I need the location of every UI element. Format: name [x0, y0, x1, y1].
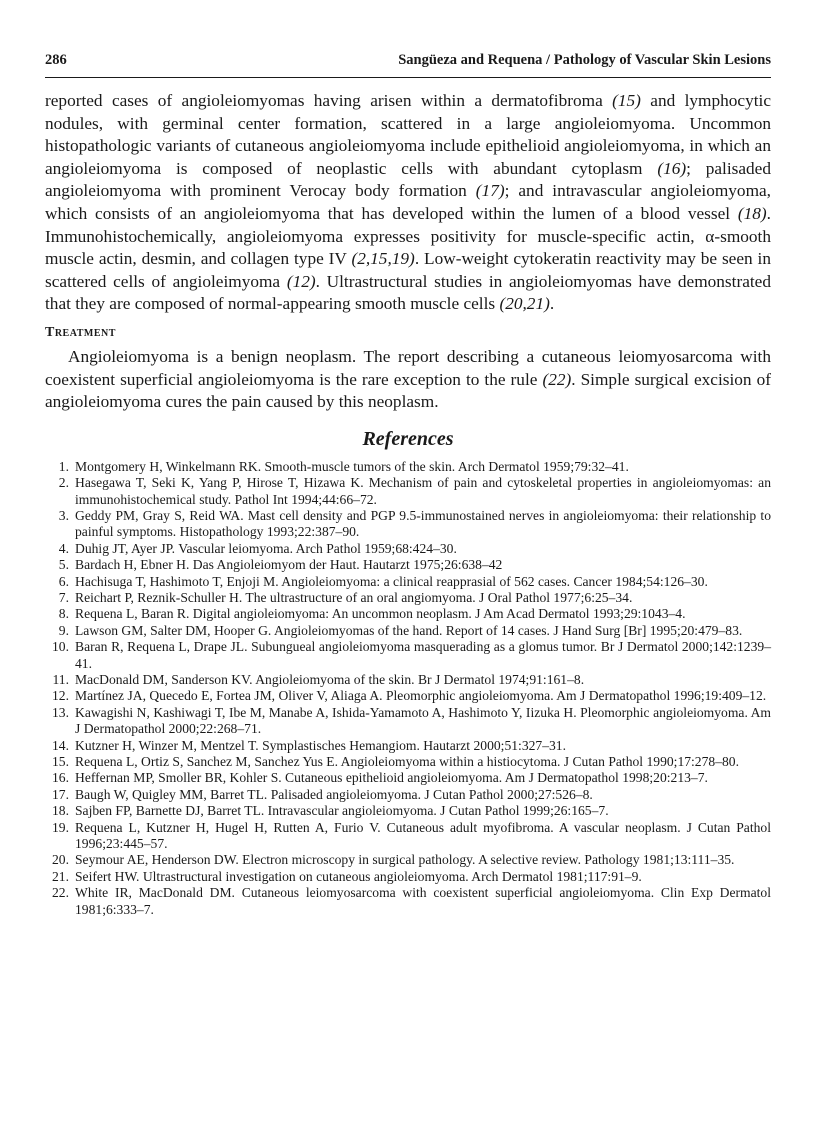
- reference-text: Martínez JA, Quecedo E, Fortea JM, Oliver V, Aliaga A. Pleomorphic angioleiomyoma. Am J Dermatopathol 1996;19:409–12.: [75, 688, 767, 704]
- reference-item: [45, 574, 771, 590]
- header-rule: [45, 77, 771, 78]
- paragraph-histopathology: [45, 90, 771, 316]
- reference-text: Requena L, Baran R. Digital angioleiomyoma: An uncommon neoplasm. J Am Acad Dermatol 1993;29:1043–4.: [75, 606, 686, 622]
- reference-text: White IR, MacDonald DM. Cutaneous leiomyosarcoma with coexistent superficial angioleiomyoma. Clin Exp Dermatol 1981;6:333–7.: [75, 885, 771, 917]
- reference-text: Baran R, Requena L, Drape JL. Subungueal angioleiomyoma masquerading as a glomus tumor. Br J Dermatol 2000;142:1239–41.: [75, 639, 771, 671]
- reference-number: 2.: [58, 475, 69, 491]
- text-run: and lymphocytic nodules, with germinal center formation, scattered in a large angioleiomyoma. Uncommon histopathologic variants of cutaneous angioleiomyoma include epithelioid angioleiomyoma, in which an angioleiomyoma is composed of neoplastic cells with abundant cytoplasm: [45, 91, 771, 178]
- citation: (20,21): [499, 294, 550, 314]
- section-heading-treatment: Treatment: [45, 324, 116, 340]
- reference-text: Seifert HW. Ultrastructural investigation on cutaneous angioleiomyoma. Arch Dermatol 1981;117:91–9.: [75, 868, 642, 884]
- reference-item: [45, 852, 771, 868]
- reference-item: [45, 754, 771, 770]
- reference-text: Reichart P, Reznik-Schuller H. The ultrastructure of an oral angiomyoma. J Oral Pathol 1977;6:25–34.: [75, 589, 633, 605]
- reference-number: 9.: [58, 622, 69, 638]
- reference-item: [45, 459, 771, 475]
- reference-number: 22.: [52, 885, 69, 901]
- reference-list: [45, 459, 771, 918]
- reference-number: 6.: [58, 573, 69, 589]
- reference-item: [45, 606, 771, 622]
- reference-number: 7.: [58, 589, 69, 605]
- reference-item: [45, 787, 771, 803]
- reference-item: [45, 590, 771, 606]
- reference-number: 10.: [52, 639, 69, 655]
- reference-item: [45, 639, 771, 672]
- reference-text: Hasegawa T, Seki K, Yang P, Hirose T, Hizawa K. Mechanism of pain and cytoskeletal properties in angioleiomyomas: an immunohistochemical study. Pathol Int 1994;44:66–72.: [75, 475, 771, 507]
- reference-item: [45, 738, 771, 754]
- reference-number: 20.: [52, 852, 69, 868]
- paragraph-treatment: [45, 346, 771, 414]
- reference-item: [45, 688, 771, 704]
- reference-item: [45, 672, 771, 688]
- reference-number: 11.: [52, 672, 69, 687]
- reference-number: 18.: [52, 803, 69, 819]
- reference-item: [45, 803, 771, 819]
- reference-text: Kutzner H, Winzer M, Mentzel T. Symplastisches Hemangiom. Hautarzt 2000;51:327–31.: [75, 737, 566, 753]
- text-run: . Ultrastructural studies in angioleiomyomas have demonstrated that they are composed of normal-appearing smooth muscle cells: [45, 271, 771, 314]
- reference-number: 14.: [52, 737, 69, 753]
- running-header: [45, 52, 771, 74]
- running-title: Sangüeza and Requena / Pathology of Vascular Skin Lesions: [398, 52, 771, 68]
- reference-text: Heffernan MP, Smoller BR, Kohler S. Cutaneous epithelioid angioleiomyoma. Am J Dermatopathol 1998;20:213–7.: [75, 770, 708, 786]
- reference-item: [45, 869, 771, 885]
- citation: (17): [475, 181, 505, 201]
- reference-item: [45, 508, 771, 541]
- text-run: . Immunohistochemically, angioleiomyoma expresses positivity for muscle-specific actin, α-smooth muscle actin, desmin, and collagen type IV: [45, 203, 771, 269]
- reference-text: Montgomery H, Winkelmann RK. Smooth-muscle tumors of the skin. Arch Dermatol 1959;79:32–41.: [75, 458, 629, 474]
- reference-number: 16.: [52, 770, 69, 786]
- reference-number: 21.: [52, 868, 69, 884]
- reference-text: Duhig JT, Ayer JP. Vascular leiomyoma. Arch Pathol 1959;68:424–30.: [75, 540, 457, 556]
- reference-number: 13.: [52, 704, 69, 720]
- reference-number: 5.: [58, 557, 69, 573]
- reference-text: MacDonald DM, Sanderson KV. Angioleiomyoma of the skin. Br J Dermatol 1974;91:161–8.: [75, 672, 585, 687]
- text-run: ; palisaded angioleiomyoma with prominent Verocay body formation: [45, 158, 771, 201]
- citation: (15): [612, 91, 641, 110]
- body-text: [45, 90, 771, 918]
- reference-text: Bardach H, Ebner H. Das Angioleiomyom der Haut. Hautarzt 1975;26:638–42: [75, 557, 503, 573]
- reference-text: Baugh W, Quigley MM, Barret TL. Palisaded angioleiomyoma. J Cutan Pathol 2000;27:526–8.: [75, 786, 593, 802]
- reference-text: Seymour AE, Henderson DW. Electron microscopy in surgical pathology. A selective review. Pathology 1981;13:111–35.: [75, 852, 735, 868]
- references-title: References: [362, 427, 454, 450]
- text-run: . Simple surgical excision of angioleiomyoma cures the pain caused by this neoplasm.: [45, 369, 771, 412]
- citation: (18): [737, 203, 767, 223]
- reference-item: [45, 770, 771, 786]
- reference-text: Lawson GM, Salter DM, Hooper G. Angioleiomyomas of the hand. Report of 14 cases. J Hand Surg [Br] 1995;20:479–83.: [75, 622, 743, 638]
- citation: (22): [542, 369, 572, 389]
- citation: (12): [286, 271, 316, 291]
- citation: (2,15,19): [351, 249, 415, 269]
- reference-number: 19.: [52, 819, 69, 835]
- reference-number: 4.: [58, 540, 69, 556]
- text-run: reported cases of angioleiomyomas having arisen within a dermatofibroma: [45, 91, 613, 110]
- reference-item: [45, 475, 771, 508]
- reference-item: [45, 820, 771, 853]
- page-number: 286: [45, 52, 67, 68]
- reference-number: 3.: [58, 507, 69, 523]
- reference-item: [45, 557, 771, 573]
- reference-number: 1.: [58, 458, 69, 474]
- reference-number: 17.: [52, 786, 69, 802]
- reference-text: Requena L, Ortiz S, Sanchez M, Sanchez Yus E. Angioleiomyoma within a histiocytoma. J Cutan Pathol 1990;17:278–80.: [75, 754, 739, 770]
- reference-text: Kawagishi N, Kashiwagi T, Ibe M, Manabe A, Ishida-Yamamoto A, Hashimoto Y, Iizuka H. Pleomorphic angioleiomyoma. Am J Dermatopathol 2000;22:268–71.: [75, 704, 771, 737]
- reference-item: [45, 885, 771, 918]
- reference-number: 8.: [58, 606, 69, 622]
- reference-text: Requena L, Kutzner H, Hugel H, Rutten A, Furio V. Cutaneous adult myofibroma. A vascular neoplasm. J Cutan Pathol 1996;23:445–57.: [75, 819, 771, 852]
- citation: (16): [657, 158, 687, 178]
- text-run: ; and intravascular angioleiomyoma, which consists of an angioleiomyoma that has developed within the lumen of a blood vessel: [45, 181, 771, 223]
- reference-text: Geddy PM, Gray S, Reid WA. Mast cell density and PGP 9.5-immunostained nerves in angioleiomyoma: their relationship to painful symptoms. Histopathology 1993;22:387–90.: [75, 507, 771, 540]
- text-run: .: [549, 294, 555, 314]
- reference-item: [45, 705, 771, 738]
- text-run: . Low-weight cytokeratin reactivity may be seen in scattered cells of angioleimyoma: [45, 249, 771, 291]
- reference-number: 15.: [52, 754, 69, 770]
- reference-item: [45, 623, 771, 639]
- reference-item: [45, 541, 771, 557]
- text-run: Angioleiomyoma is a benign neoplasm. The report describing a cutaneous leiomyosarcoma with coexistent superficial angioleiomyoma is the rare exception to the rule: [45, 346, 771, 389]
- reference-text: Hachisuga T, Hashimoto T, Enjoji M. Angioleiomyoma: a clinical reapprasial of 562 cases. Cancer 1984;54:126–30.: [75, 573, 708, 589]
- reference-number: 12.: [52, 688, 69, 704]
- reference-text: Sajben FP, Barnette DJ, Barret TL. Intravascular angioleiomyoma. J Cutan Pathol 1999;26:165–7.: [75, 803, 609, 819]
